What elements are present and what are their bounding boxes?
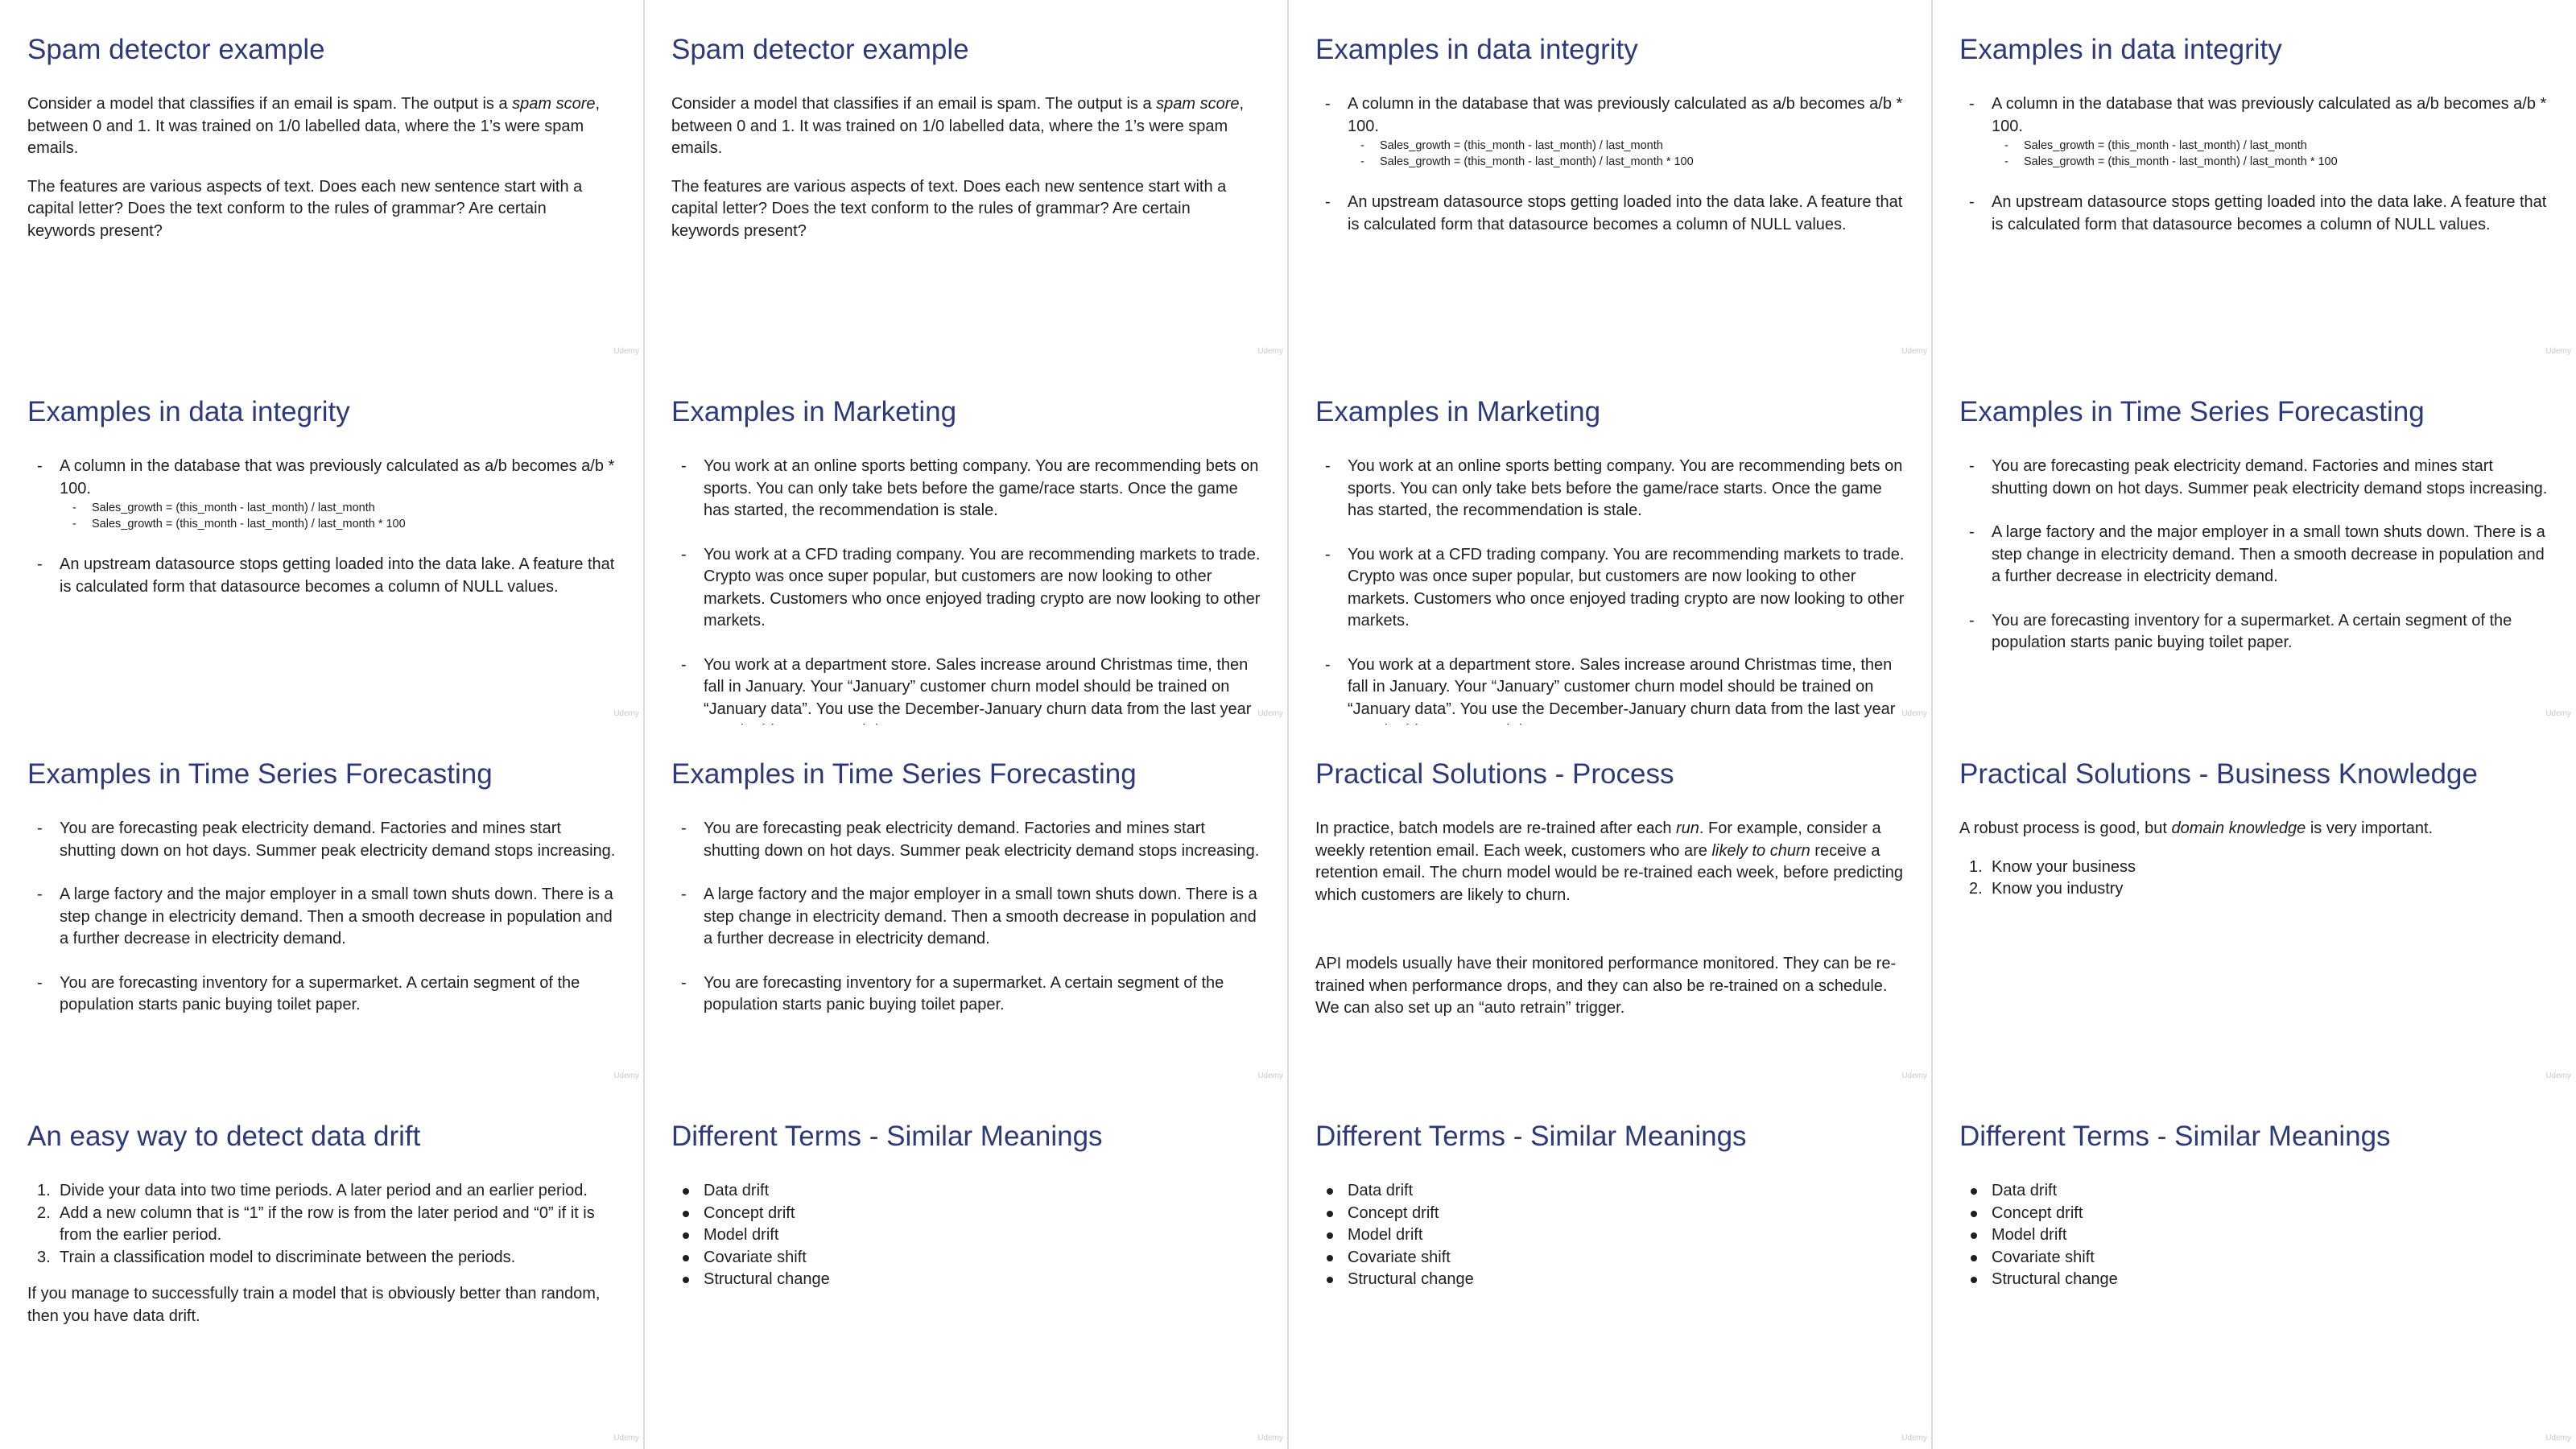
dash-marker: - [681,545,687,564]
list-item-text: A large factory and the major employer in a small town shuts down. There is a step change in electricity demand. Then a smooth decrease in population and a further decrease in electricity demand. [704,886,1257,947]
list-item [1959,1269,2549,1291]
bullet-dot-icon [683,1211,689,1217]
dash-marker: - [37,886,43,903]
text-run: spam score [1156,95,1240,113]
slide-title: Examples in Time Series Forecasting [27,758,493,790]
bullet-dot-icon [1327,1232,1333,1239]
dash-marker: - [681,973,687,992]
dash-marker: - [1325,95,1331,113]
list-item-text: A large factory and the major employer in a small town shuts down. There is a step change in electricity demand. Then a smooth decrease in population and a further decrease in electricity demand. [1992,523,2545,585]
list-item [1315,1224,1905,1247]
slide-16 [1932,1087,2576,1449]
list-item [1959,93,2549,170]
list-item-text: Data drift [1348,1182,1414,1199]
bullet-list [1959,1180,2549,1291]
text-run: , between 0 and 1. It was trained on 1/0 labelled data, where the 1’s were spam emails. [27,95,601,157]
sub-list-item [60,516,617,532]
list-item [1959,1247,2549,1269]
text-run: receive a retention email. The churn model would be re-trained each week, before predicting which customers are likely to churn. [1315,841,1904,904]
paragraph [27,1283,617,1327]
list-item-text: Structural change [704,1270,830,1288]
sub-list-item [60,500,617,516]
column-divider [643,0,645,1449]
slide-title: Examples in data integrity [1959,34,2282,65]
bullet-list [27,456,617,598]
list-item [1315,456,1905,522]
list-item-text: An upstream datasource stops getting loaded into the data lake. A feature that is calculated form that datasource becomes a column of NULL values. [1992,193,2547,233]
text-run: A robust process is good, but [1959,819,2172,837]
watermark-logo: Udemy [1901,347,1927,356]
list-item-text: Know your business [1992,857,2136,876]
sub-list-item [1992,138,2549,154]
watermark-logo: Udemy [613,1071,639,1080]
paragraph [671,176,1261,243]
list-item-text: An upstream datasource stops getting loaded into the data lake. A feature that is calculated form that datasource becomes a column of NULL values. [1348,193,1903,233]
slide-3 [1288,0,1932,362]
text-run: domain knowledge [2171,819,2306,837]
paragraph [671,93,1261,160]
slide-title: Practical Solutions - Business Knowledge [1959,758,2478,790]
sub-list [1348,138,1905,170]
list-item [27,554,617,598]
sub-list-item [1348,154,1905,170]
dash-marker: - [1360,155,1364,168]
dash-marker: - [681,457,687,475]
list-item [671,456,1261,522]
list-item [1959,192,2549,236]
list-item-text: Model drift [1348,1226,1423,1244]
list-item-text: An upstream datasource stops getting loaded into the data lake. A feature that is calculated form that datasource becomes a column of NULL values. [60,555,615,596]
dash-marker: - [37,973,43,992]
slide-8 [1932,362,2576,724]
dash-marker: - [37,819,43,837]
bullet-dot-icon [1327,1188,1333,1195]
numbered-list [1959,857,2549,901]
list-number: 2. [37,1203,51,1222]
list-item-text: Concept drift [704,1203,795,1222]
list-item [1959,1203,2549,1225]
dash-marker: - [681,819,687,837]
list-number: 2. [1969,880,1983,898]
bullet-list [1315,1180,1905,1291]
list-item-text: A column in the database that was previously calculated as a/b becomes a/b * 100. [60,457,615,497]
slide-4 [1932,0,2576,362]
list-item-text: You work at a CFD trading company. You are recommending markets to trade. Crypto was once super popular, but customers are now looking to other markets. Customers who once enjoyed trading crypto are now looking to other markets. [1348,545,1905,630]
bullet-list [27,818,617,1017]
sub-item-text: Sales_growth = (this_month - last_month) / last_month [2024,139,2307,152]
list-item [27,1247,617,1269]
list-item [27,818,617,862]
slide-15 [1288,1087,1932,1449]
list-item [27,456,617,532]
list-item [1959,456,2549,500]
list-item [671,544,1261,633]
slide-title: Examples in Time Series Forecasting [1959,396,2425,427]
list-item-text: You are forecasting inventory for a supermarket. A certain segment of the population starts panic buying toilet paper. [704,973,1224,1013]
dash-marker: - [1969,193,1975,211]
list-number: 1. [37,1182,51,1199]
list-item-text: You work at an online sports betting company. You are recommending bets on sports. You can only take bets before the game/race starts. Once the game has started, the recommendation is stale. [1348,457,1903,519]
watermark-logo: Udemy [613,1434,639,1443]
list-item-text: You are forecasting inventory for a supermarket. A certain segment of the population starts panic buying toilet paper. [1992,611,2512,651]
bullet-dot-icon [1971,1232,1977,1239]
watermark-logo: Udemy [1901,1434,1927,1443]
watermark-logo: Udemy [1257,709,1283,718]
watermark-logo: Udemy [1901,709,1927,718]
slide-title: Spam detector example [671,34,969,65]
list-item-text: You work at an online sports betting company. You are recommending bets on sports. You can only take bets before the game/race starts. Once the game has started, the recommendation is stale. [704,457,1259,519]
dash-marker: - [72,518,76,530]
text-run: The features are various aspects of text. Does each new sentence start with a capital letter? Does the text conform to the rules of grammar? Are certain keywords present? [27,177,583,240]
dash-marker: - [1325,193,1331,211]
paragraph [27,176,617,243]
slide-title: Spam detector example [27,34,325,65]
list-item [27,972,617,1017]
list-item-text: Data drift [1992,1182,2058,1199]
slide-title: An easy way to detect data drift [27,1121,421,1152]
watermark-logo: Udemy [1257,1071,1283,1080]
dash-marker: - [681,886,687,903]
slide-title: Different Terms - Similar Meanings [1315,1121,1747,1152]
column-divider [1287,0,1289,1449]
text-run: run [1676,819,1699,837]
list-item-text: You are forecasting peak electricity demand. Factories and mines start shutting down on hot days. Summer peak electricity demand stops increasing. [60,819,616,860]
list-item-text: Divide your data into two time periods. A later period and an earlier period. [60,1182,588,1199]
list-item [1959,1180,2549,1203]
list-item-text: Train a classification model to discriminate between the periods. [60,1248,516,1266]
list-item-text: Model drift [704,1226,779,1244]
bullet-list [1315,456,1905,743]
dash-marker: - [2004,139,2008,152]
sub-list [60,500,617,532]
list-item [671,1247,1261,1269]
bullet-dot-icon [1327,1211,1333,1217]
slide-title: Practical Solutions - Process [1315,758,1674,790]
paragraph [1315,953,1905,1020]
dash-marker: - [1325,655,1331,674]
sub-item-text: Sales_growth = (this_month - last_month) / last_month * 100 [1380,155,1694,168]
list-item [671,972,1261,1017]
watermark-logo: Udemy [1257,1434,1283,1443]
list-item [671,1203,1261,1225]
list-number: 3. [37,1248,51,1266]
watermark-logo: Udemy [2545,1434,2571,1443]
list-item [1959,857,2549,879]
bullet-list [1959,93,2549,236]
list-item-text: You work at a CFD trading company. You are recommending markets to trade. Crypto was once super popular, but customers are now looking to other markets. Customers who once enjoyed trading crypto are now looking to other markets. [704,545,1261,630]
list-item-text: A column in the database that was previously calculated as a/b becomes a/b * 100. [1348,95,1903,135]
list-item [27,1180,617,1203]
text-run: The features are various aspects of text. Does each new sentence start with a capital letter? Does the text conform to the rules of grammar? Are certain keywords present? [671,177,1227,240]
list-item-text: Add a new column that is “1” if the row is from the later period and “0” if it is from the earlier period. [60,1203,595,1244]
list-item-text: You work at a department store. Sales increase around Christmas time, then fall in January. Your “January” customer churn model should be trained on “January data”. You use the December-January churn data from the last year [704,655,1252,718]
slide-11 [1288,724,1932,1087]
watermark-logo: Udemy [2545,347,2571,356]
list-item [27,884,617,951]
list-item-text: Model drift [1992,1226,2067,1244]
numbered-list [27,1180,617,1269]
list-item-text: Covariate shift [704,1248,807,1266]
list-item-text: You are forecasting peak electricity demand. Factories and mines start shutting down on hot days. Summer peak electricity demand stops increasing. [1992,457,2548,497]
text-run: If you manage to successfully train a model that is obviously better than random, then you have data drift. [27,1285,601,1325]
text-run: , between 0 and 1. It was trained on 1/0 labelled data, where the 1’s were spam emails. [671,95,1245,157]
slide-title: Examples in Marketing [1315,396,1601,427]
list-item [1959,878,2549,901]
list-item [1315,544,1905,633]
slide-7 [1288,362,1932,724]
bullet-dot-icon [1971,1277,1977,1283]
bullet-dot-icon [1327,1255,1333,1261]
bullet-dot-icon [683,1255,689,1261]
list-item [1959,522,2549,588]
slide-2 [644,0,1288,362]
column-divider [1931,0,1933,1449]
text-run: Consider a model that classifies if an email is spam. The output is a [671,95,1157,113]
list-item-text: Know you industry [1992,880,2124,898]
list-item-text: You are forecasting peak electricity demand. Factories and mines start shutting down on hot days. Summer peak electricity demand stops increasing. [704,819,1260,860]
bullet-dot-icon [1971,1211,1977,1217]
dash-marker: - [37,457,43,475]
dash-marker: - [1969,523,1975,541]
slide-5 [0,362,644,724]
bullet-list [671,456,1261,743]
dash-marker: - [72,502,76,514]
bullet-dot-icon [683,1232,689,1239]
dash-marker: - [1969,457,1975,475]
list-item-text: Structural change [1992,1270,2118,1288]
list-item [1315,1247,1905,1269]
list-item [671,1180,1261,1203]
watermark-logo: Udemy [613,347,639,356]
slide-title: Examples in Marketing [671,396,957,427]
slide-title: Different Terms - Similar Meanings [671,1121,1103,1152]
bullet-dot-icon [1327,1277,1333,1283]
paragraph [1959,818,2549,840]
list-item [671,884,1261,951]
slide-6 [644,362,1288,724]
bullet-list [1315,93,1905,236]
list-item [1315,192,1905,236]
list-item-text: Data drift [704,1182,770,1199]
list-item [27,1203,617,1247]
text-run: Consider a model that classifies if an email is spam. The output is a [27,95,513,113]
text-run: likely to churn [1711,841,1810,860]
text-run: spam score [512,95,596,113]
list-item [1959,610,2549,654]
sub-item-text: Sales_growth = (this_month - last_month) / last_month * 100 [2024,155,2338,168]
list-item-text: You are forecasting inventory for a supermarket. A certain segment of the population starts panic buying toilet paper. [60,973,580,1013]
watermark-logo: Udemy [1901,1071,1927,1080]
text-run: . For example, consider a weekly retention email. Each week, customers who are [1315,819,1881,860]
sub-list-item [1992,154,2549,170]
sub-item-text: Sales_growth = (this_month - last_month) / last_month [92,502,375,514]
sub-item-text: Sales_growth = (this_month - last_month) / last_month * 100 [92,518,406,530]
bullet-dot-icon [683,1277,689,1283]
slide-12 [1932,724,2576,1087]
text-run: In practice, batch models are re-trained after each [1315,819,1677,837]
list-item-text: A column in the database that was previously calculated as a/b becomes a/b * 100. [1992,95,2547,135]
list-item [671,1269,1261,1291]
slide-14 [644,1087,1288,1449]
bullet-dot-icon [1971,1255,1977,1261]
list-number: 1. [1969,857,1983,876]
sub-item-text: Sales_growth = (this_month - last_month) / last_month [1380,139,1663,152]
watermark-logo: Udemy [2545,709,2571,718]
slide-title: Different Terms - Similar Meanings [1959,1121,2391,1152]
bullet-list [1959,456,2549,654]
list-item [1315,93,1905,170]
slide-title: Examples in Time Series Forecasting [671,758,1137,790]
bullet-list [671,818,1261,1017]
list-item-text: Concept drift [1992,1203,2083,1222]
slide-9 [0,724,644,1087]
list-item [671,818,1261,862]
slide-1 [0,0,644,362]
list-item-text: A large factory and the major employer in a small town shuts down. There is a step change in electricity demand. Then a smooth decrease in population and a further decrease in electricity demand. [60,886,613,947]
slide-title: Examples in data integrity [27,396,350,427]
dash-marker: - [1360,139,1364,152]
dash-marker: - [1969,95,1975,113]
slide-title: Examples in data integrity [1315,34,1638,65]
bullet-dot-icon [683,1188,689,1195]
slide-13 [0,1087,644,1449]
text-run: is very important. [2306,819,2434,837]
dash-marker: - [1325,545,1331,564]
watermark-logo: Udemy [2545,1071,2571,1080]
bullet-list [671,1180,1261,1291]
sub-list [1992,138,2549,170]
dash-marker: - [2004,155,2008,168]
list-item [1315,1180,1905,1203]
sub-list-item [1348,138,1905,154]
list-item-text: Structural change [1348,1270,1474,1288]
watermark-logo: Udemy [613,709,639,718]
dash-marker: - [37,555,43,573]
paragraph [1315,818,1905,906]
list-item [1959,1224,2549,1247]
list-item [671,1224,1261,1247]
list-item [1315,1203,1905,1225]
list-item-text: Covariate shift [1992,1248,2095,1266]
list-item-text: Concept drift [1348,1203,1439,1222]
slide-10 [644,724,1288,1087]
list-item-text: You work at a department store. Sales increase around Christmas time, then fall in January. Your “January” customer churn model should be trained on “January data”. You use the December-January churn data from the last year [1348,655,1896,718]
watermark-logo: Udemy [1257,347,1283,356]
bullet-dot-icon [1971,1188,1977,1195]
dash-marker: - [1969,611,1975,630]
text-run: API models usually have their monitored performance monitored. They can be re-trained when performance drops, and they can also be re-trained on a schedule. We can also set up an “auto retrain” trigger. [1315,955,1897,1017]
paragraph [27,93,617,160]
dash-marker: - [681,655,687,674]
list-item-text: Covariate shift [1348,1248,1451,1266]
dash-marker: - [1325,457,1331,475]
list-item [1315,1269,1905,1291]
